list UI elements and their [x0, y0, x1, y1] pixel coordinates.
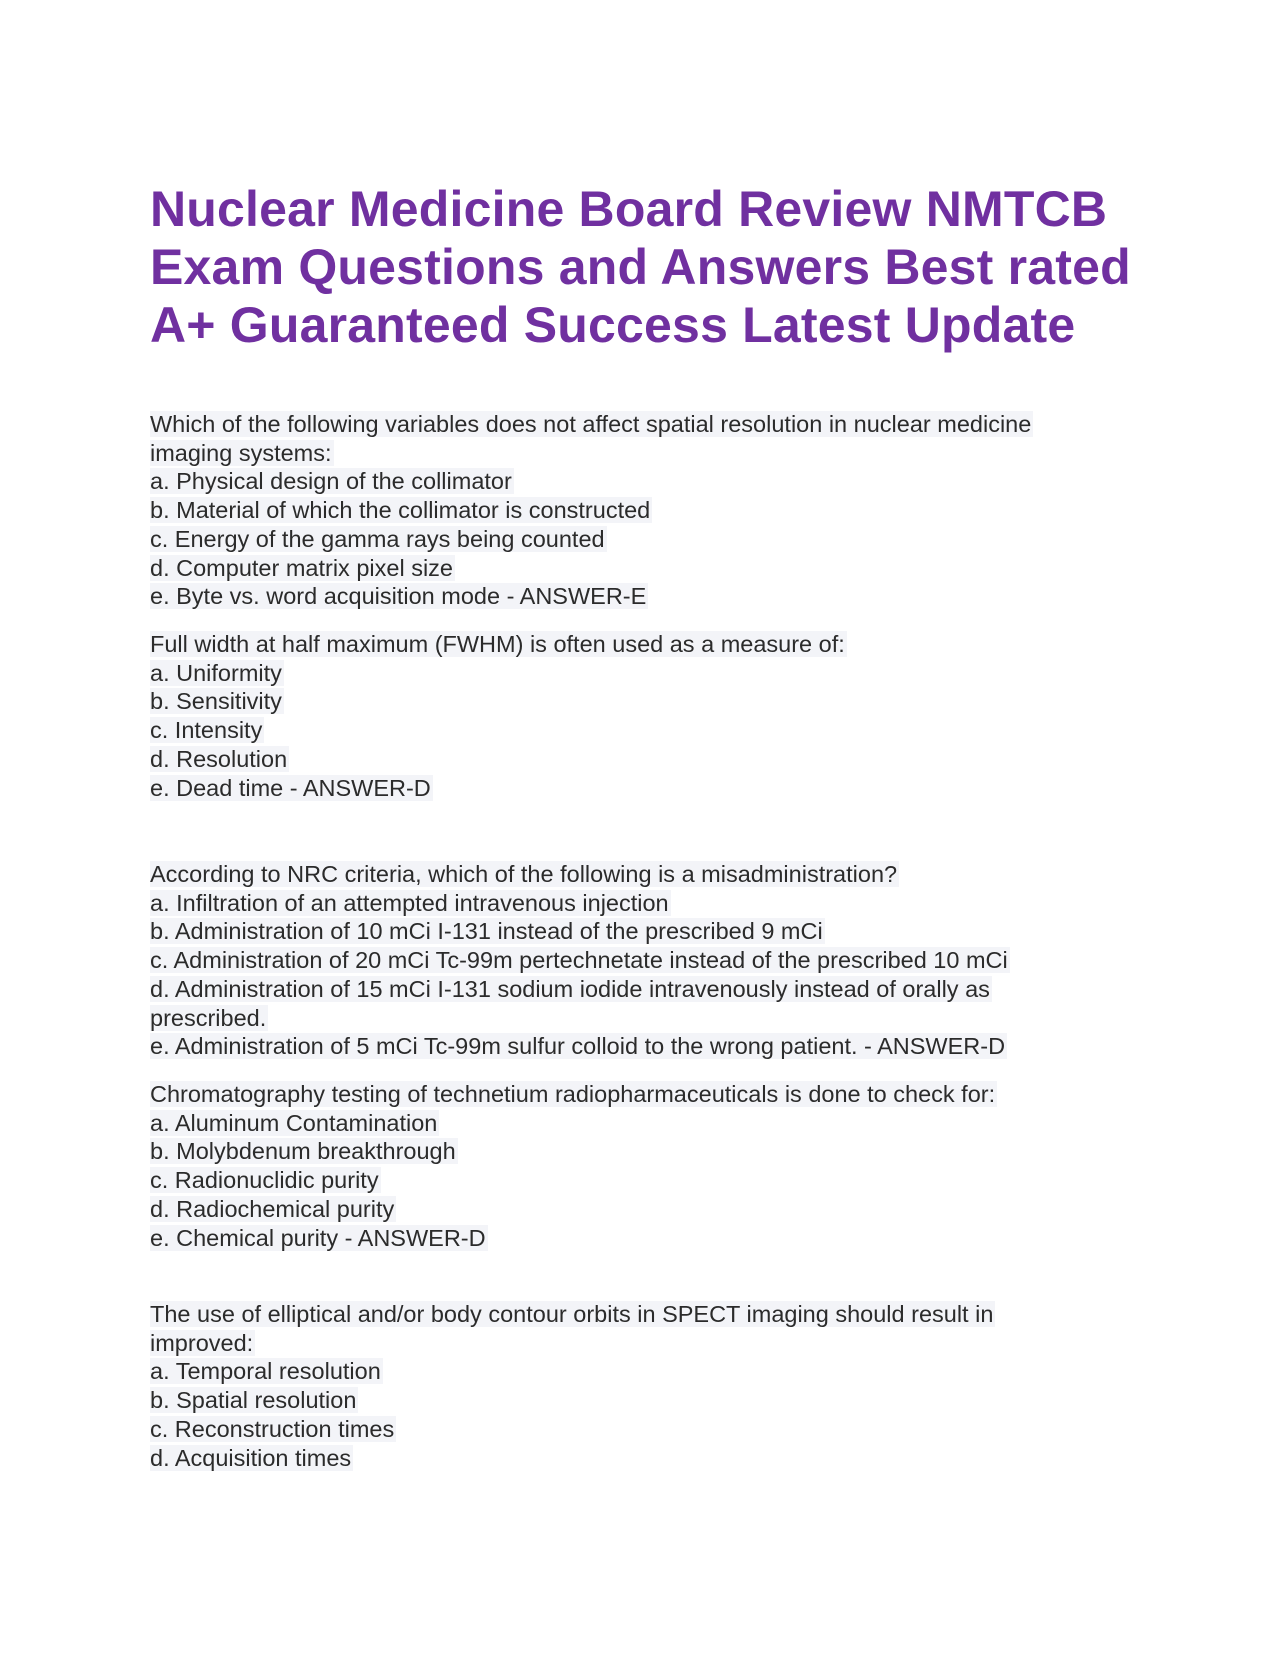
answer-option: b. Molybdenum breakthrough [150, 1138, 456, 1165]
question-block-3 [150, 860, 1140, 1061]
answer-option: b. Administration of 10 mCi I-131 instead of the prescribed 9 mCi [150, 918, 823, 945]
answer-option: d. Acquisition times [150, 1444, 352, 1471]
question-text-line: Chromatography testing of technetium radiopharmaceuticals is done to check for: [150, 1081, 996, 1107]
answer-option: c. Intensity [150, 717, 263, 744]
answer-option: a. Aluminum Contamination [150, 1109, 438, 1136]
question-text-line: The use of elliptical and/or body contour orbits in SPECT imaging should result in [150, 1301, 994, 1327]
answer-option: d. Computer matrix pixel size [150, 554, 453, 581]
answer-option: d. Administration of 15 mCi I-131 sodium iodide intravenously instead of orally as [150, 975, 990, 1002]
question-text-line: Full width at half maximum (FWHM) is often used as a measure of: [150, 631, 845, 657]
answer-option: c. Reconstruction times [150, 1415, 395, 1442]
answer-option-with-key: e. Administration of 5 mCi Tc-99m sulfur colloid to the wrong patient. - ANSWER-D [150, 1033, 1006, 1060]
answer-option: b. Spatial resolution [150, 1387, 357, 1414]
answer-option-with-key: e. Chemical purity - ANSWER-D [150, 1224, 486, 1251]
answer-option: c. Administration of 20 mCi Tc-99m pertechnetate instead of the prescribed 10 mCi [150, 947, 1008, 974]
answer-option-continuation: prescribed. [150, 1004, 267, 1031]
document-page [150, 180, 1140, 1471]
question-text-line: Which of the following variables does not affect spatial resolution in nuclear medicine [150, 411, 1032, 437]
answer-option-with-key: e. Dead time - ANSWER-D [150, 774, 431, 801]
question-text-line: improved: [150, 1329, 254, 1356]
question-text-line: According to NRC criteria, which of the following is a misadministration? [150, 861, 898, 887]
answer-option: b. Material of which the collimator is constructed [150, 497, 651, 524]
answer-option: a. Infiltration of an attempted intravenous injection [150, 889, 669, 916]
answer-option: b. Sensitivity [150, 688, 282, 715]
answer-option: d. Resolution [150, 745, 288, 772]
answer-option-with-key: e. Byte vs. word acquisition mode - ANSWER-E [150, 583, 647, 610]
answer-option: c. Energy of the gamma rays being counted [150, 525, 605, 552]
question-text-line: imaging systems: [150, 439, 332, 466]
question-block-1 [150, 410, 1140, 611]
answer-option: c. Radionuclidic purity [150, 1167, 379, 1194]
answer-option: d. Radiochemical purity [150, 1195, 395, 1222]
question-block-2 [150, 630, 1140, 802]
answer-option: a. Uniformity [150, 659, 282, 686]
answer-option: a. Physical design of the collimator [150, 468, 512, 495]
question-block-4 [150, 1080, 1140, 1252]
document-title: Nuclear Medicine Board Review NMTCB Exam Questions and Answers Best rated A+ Guaranteed Success Latest Update [150, 181, 1131, 353]
answer-option: a. Temporal resolution [150, 1358, 381, 1385]
question-block-5 [150, 1300, 1140, 1472]
